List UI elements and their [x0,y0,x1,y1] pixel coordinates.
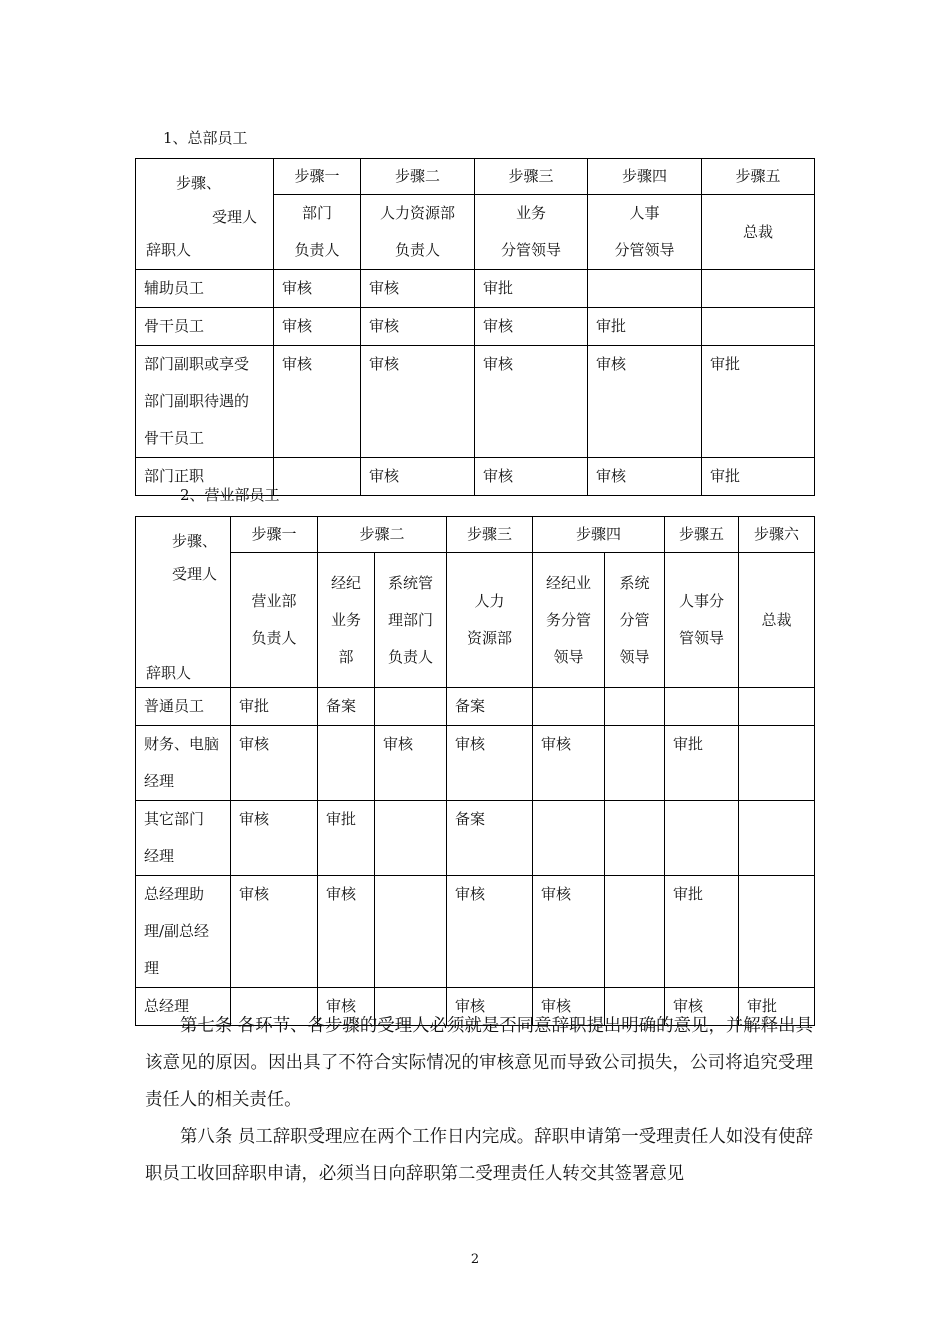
step-header: 步骤一 [274,159,361,195]
table-cell: 审批 [588,308,702,346]
step-header: 步骤四 [588,159,702,195]
table-cell: 审批 [231,688,318,726]
table-row [136,688,815,726]
table-cell [739,801,815,876]
article-8-paragraph: 第八条 员工辞职受理应在两个工作日内完成。辞职申请第一受理责任人如没有使辞职员工收回辞职申请，必须当日向辞职第二受理责任人转交其签署意见 [145,1127,813,1184]
table-row [136,270,815,308]
table-cell [375,876,447,988]
table-cell [605,726,665,801]
table-cell: 审批 [475,270,588,308]
table-cell: 审核 [361,308,475,346]
handler-header: 营业部 负责人 [231,553,318,688]
table-cell [739,688,815,726]
table-corner-header [136,159,274,270]
table-cell: 审批 [665,726,739,801]
table-cell [605,876,665,988]
table-cell: 备案 [447,801,533,876]
corner-resigner-label: 辞职人 [146,664,192,682]
table-cell: 审核 [447,988,533,1026]
step-header: 步骤一 [231,517,318,553]
table-row [136,346,815,458]
handler-header: 人事 分管领导 [588,195,702,270]
handler-header: 部门 负责人 [274,195,361,270]
table-cell: 审核 [361,458,475,496]
row-label: 总经理 [136,988,231,1026]
handler-header: 业务 分管领导 [475,195,588,270]
handler-header: 经纪 业务 部 [318,553,375,688]
corner-step-label: 步骤、 [176,174,222,192]
table-cell [665,688,739,726]
table-cell: 备案 [318,688,375,726]
table-row [136,876,815,988]
branch-approval-table [135,516,815,1026]
table-cell [375,801,447,876]
table-cell: 审批 [665,876,739,988]
table-cell: 审核 [533,726,605,801]
handler-header: 系统 分管 领导 [605,553,665,688]
step-header: 步骤二 [361,159,475,195]
table-cell: 审核 [475,308,588,346]
table-cell: 审核 [361,270,475,308]
row-label: 普通员工 [136,688,231,726]
step-header: 步骤五 [665,517,739,553]
table-cell: 审核 [447,876,533,988]
table-cell: 审核 [475,458,588,496]
corner-resigner-label: 辞职人 [146,241,192,259]
step-header: 步骤三 [475,159,588,195]
row-label: 辅助员工 [136,270,274,308]
table-cell: 审核 [231,876,318,988]
corner-handler-label: 受理人 [212,208,258,226]
table-cell [375,688,447,726]
table-cell [588,270,702,308]
row-label: 部门副职或享受 部门副职待遇的 骨干员工 [136,346,274,458]
row-label: 部门正职 [136,458,274,496]
row-label: 财务、电脑 经理 [136,726,231,801]
table-corner-header [136,517,231,688]
handler-header: 总裁 [739,553,815,688]
table-cell: 审核 [533,988,605,1026]
table-cell [665,801,739,876]
table-cell: 审核 [231,801,318,876]
table-cell: 审核 [447,726,533,801]
corner-handler-label: 受理人 [172,565,218,583]
table-row [136,308,815,346]
page-number: 2 [470,1252,480,1267]
hq-approval-table [135,158,815,496]
section1-title: 1、总部员工 [163,129,248,147]
table-cell: 审核 [274,308,361,346]
handler-header: 人力 资源部 [447,553,533,688]
table-cell: 审批 [739,988,815,1026]
step-header: 步骤五 [702,159,815,195]
table-cell [274,458,361,496]
table-cell [533,801,605,876]
handler-header: 经纪业 务分管 领导 [533,553,605,688]
table-cell: 审核 [533,876,605,988]
table-cell [739,726,815,801]
table-cell: 审核 [318,988,375,1026]
step-header: 步骤六 [739,517,815,553]
table-cell: 审核 [588,346,702,458]
table-cell [605,801,665,876]
table-cell: 审核 [274,270,361,308]
table-row [136,801,815,876]
table-cell: 备案 [447,688,533,726]
table-cell: 审核 [375,726,447,801]
table-cell [702,270,815,308]
table-row [136,726,815,801]
table-cell: 审批 [702,458,815,496]
table-cell [605,688,665,726]
corner-step-label: 步骤、 [172,532,218,550]
row-label: 总经理助 理/副总经 理 [136,876,231,988]
table-cell: 审核 [274,346,361,458]
table-cell: 审核 [318,876,375,988]
row-label: 骨干员工 [136,308,274,346]
table-cell [533,688,605,726]
step-header: 步骤三 [447,517,533,553]
row-label: 其它部门 经理 [136,801,231,876]
handler-header: 人事分 管领导 [665,553,739,688]
table-cell: 审核 [361,346,475,458]
table-cell [702,308,815,346]
handler-header: 人力资源部 负责人 [361,195,475,270]
table-cell: 审核 [475,346,588,458]
table-cell: 审核 [588,458,702,496]
table-cell: 审批 [318,801,375,876]
section2-title: 2、营业部员工 [180,486,280,504]
step-header: 步骤四 [533,517,665,553]
table-cell: 审核 [665,988,739,1026]
article-7-paragraph: 第七条 各环节、各步骤的受理人必须就是否同意辞职提出明确的意见，并解释出具该意见的原因。因出具了不符合实际情况的审核意见而导致公司损失，公司将追究受理责任人的相关责任。 [145,1016,813,1110]
table-cell [739,876,815,988]
table-cell [318,726,375,801]
step-header: 步骤二 [318,517,447,553]
table-cell: 审核 [231,726,318,801]
table-cell: 审批 [702,346,815,458]
handler-header: 系统管 理部门 负责人 [375,553,447,688]
handler-header: 总裁 [702,195,815,270]
